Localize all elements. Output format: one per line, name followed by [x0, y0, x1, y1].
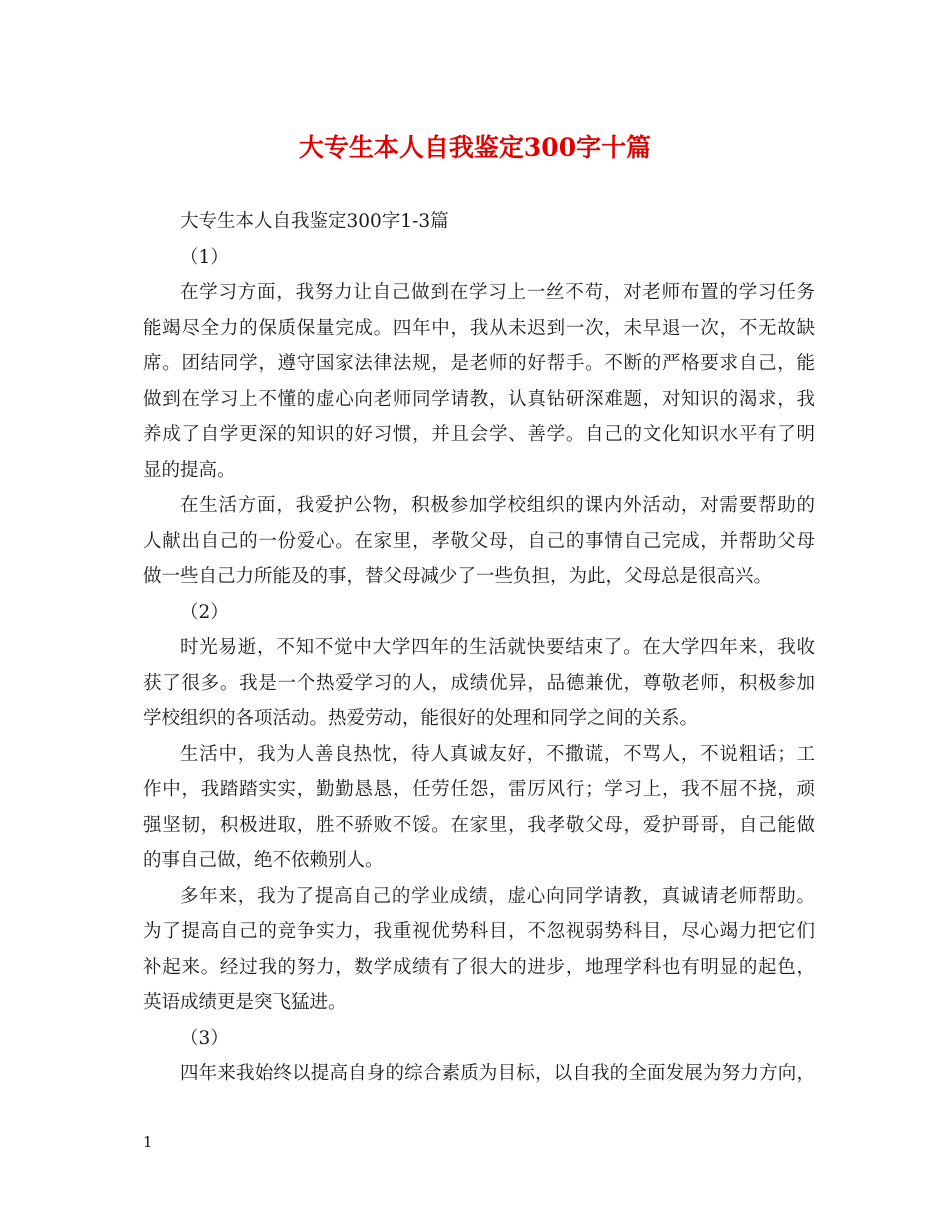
page-number: 1: [143, 1133, 153, 1151]
text-line: 显的提高。: [143, 459, 236, 481]
text-line: 获了很多。我是一个热爱学习的人，成绩优异，品德兼优，尊敬老师，积极参加: [143, 672, 815, 694]
text-line: 人献出自己的一份爱心。在家里，孝敬父母，自己的事情自己完成，并帮助父母: [143, 530, 815, 552]
text-line: 补起来。经过我的努力，数学成绩有了很大的进步，地理学科也有明显的起色，: [143, 956, 815, 978]
document-body: [143, 204, 815, 1092]
document-title: 大专生本人自我鉴定300字十篇: [298, 133, 652, 162]
text-line: 养成了自学更深的知识的好习惯，并且会学、善学。自己的文化知识水平有了明: [143, 424, 815, 445]
text-line: 作中，我踏踏实实，勤勤恳恳，任劳任怨，雷厉风行；学习上，我不屈不挠，顽: [143, 779, 815, 800]
text-line: 时光易逝，不知不觉中大学四年的生活就快要结束了。在大学四年来，我收: [180, 637, 815, 658]
text-line: 做一些自己力所能及的事，替父母减少了一些负担，为此，父母总是很高兴。: [143, 566, 773, 587]
text-line: 的事自己做，绝不依赖别人。: [143, 850, 384, 871]
paragraph-lines: [143, 240, 815, 1092]
text-line: （2）: [180, 601, 229, 623]
text-line: （3）: [180, 1027, 229, 1049]
text-line: （1）: [180, 246, 229, 268]
text-line: 四年来我始终以提高自身的综合素质为目标，以自我的全面发展为努力方向，: [180, 1063, 815, 1084]
text-line: 在生活方面，我爱护公物，积极参加学校组织的课内外活动，对需要帮助的: [180, 495, 815, 516]
text-line: 多年来，我为了提高自己的学业成绩，虚心向同学请教，真诚请老师帮助。: [180, 885, 815, 907]
text-line: 能竭尽全力的保质保量完成。四年中，我从未迟到一次，未早退一次，不无故缺: [143, 317, 815, 339]
text-line: 席。团结同学，遵守国家法律法规，是老师的好帮手。不断的严格要求自己，能: [143, 353, 815, 374]
text-line: 为了提高自己的竞争实力，我重视优势科目，不忽视弱势科目，尽心竭力把它们: [143, 921, 815, 942]
text-line: 学校组织的各项活动。热爱劳动，能很好的处理和同学之间的关系。: [143, 708, 699, 729]
text-line: 生活中，我为人善良热忱，待人真诚友好，不撒谎，不骂人，不说粗话；工: [180, 743, 815, 765]
text-line: 做到在学习上不懂的虚心向老师同学请教，认真钻研深难题，对知识的渴求，我: [143, 388, 815, 410]
document-subtitle: 大专生本人自我鉴定300字1-3篇: [180, 211, 449, 232]
text-line: 英语成绩更是突飞猛进。: [143, 992, 347, 1013]
text-line: 强坚韧，积极进取，胜不骄败不馁。在家里，我孝敬父母，爱护哥哥，自己能做: [143, 814, 815, 836]
text-line: 在学习方面，我努力让自己做到在学习上一丝不苟，对老师布置的学习任务: [180, 282, 815, 303]
